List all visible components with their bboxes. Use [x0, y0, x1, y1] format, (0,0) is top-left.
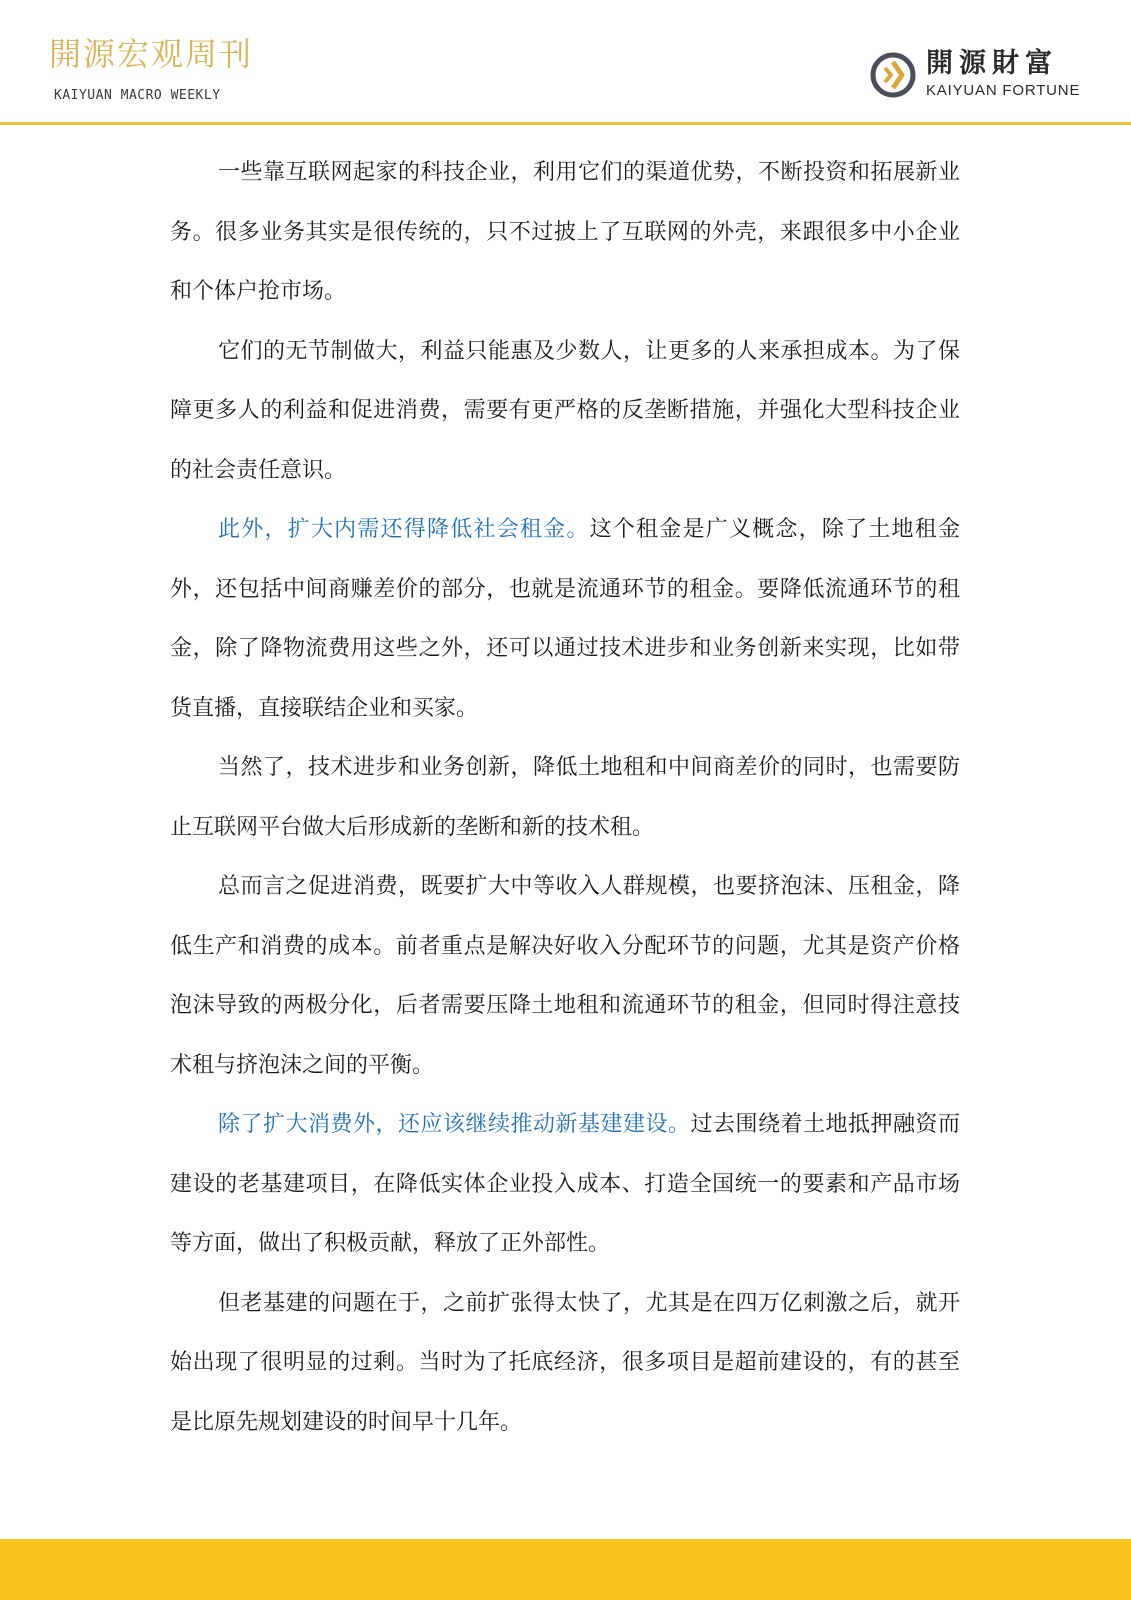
- footer-bar: [0, 1539, 1131, 1600]
- article-body: [170, 143, 960, 1452]
- highlight-sentence: 除了扩大消费外，还应该继续推动新基建建设。: [218, 1112, 691, 1137]
- publication-subtitle: KAIYUAN MACRO WEEKLY: [54, 88, 221, 103]
- paragraph: [170, 500, 960, 738]
- paragraph-text: 它们的无节制做大，利益只能惠及少数人，让更多的人来承担成本。为了保障更多人的利益和促进消费，需要有更严格的反垄断措施，并强化大型科技企业的社会责任意识。: [170, 338, 960, 483]
- paragraph-text: 总而言之促进消费，既要扩大中等收入人群规模，也要挤泡沫、压租金，降低生产和消费的成本。前者重点是解决好收入分配环节的问题，尤其是资产价格泡沫导致的两极分化，后者需要压降土地租和流通环节的租金，但同时得注意技术租与挤泡沫之间的平衡。: [170, 874, 960, 1078]
- company-logo: [868, 46, 1098, 106]
- highlight-sentence: 此外，扩大内需还得降低社会租金。: [218, 517, 590, 542]
- logo-english-name: KAIYUAN FORTUNE: [926, 82, 1081, 99]
- paragraph-text: 过去围绕着土地抵押融资而建设的老基建项目，在降低实体企业投入成本、打造全国统一的要素和产品市场等方面，做出了积极贡献，释放了正外部性。: [170, 1112, 960, 1256]
- paragraph-text: 这个租金是广义概念，除了土地租金外，还包括中间商赚差价的部分，也就是流通环节的租金。要降低流通环节的租金，除了降物流费用这些之外，还可以通过技术进步和业务创新来实现，比如带货直播，直接联结企业和买家。: [170, 517, 960, 721]
- page-header: [0, 0, 1131, 126]
- paragraph: [170, 1274, 960, 1453]
- paragraph: [170, 322, 960, 501]
- paragraph: [170, 738, 960, 857]
- paragraph-text: 但老基建的问题在于，之前扩张得太快了，尤其是在四万亿刺激之后，就开始出现了很明显的过剩。当时为了托底经济，很多项目是超前建设的，有的甚至是比原先规划建设的时间早十几年。: [170, 1290, 960, 1435]
- paragraph: [170, 1095, 960, 1274]
- kaiyuan-logo-mark-icon: [868, 50, 918, 100]
- paragraph: [170, 857, 960, 1095]
- header-divider: [0, 122, 1131, 125]
- logo-chinese-name: 開源財富: [926, 48, 1058, 79]
- paragraph-text: 当然了，技术进步和业务创新，降低土地租和中间商差价的同时，也需要防止互联网平台做大后形成新的垄断和新的技术租。: [170, 755, 960, 840]
- paragraph: [170, 143, 960, 322]
- publication-title: 開源宏观周刊: [49, 35, 254, 73]
- paragraph-text: 一些靠互联网起家的科技企业，利用它们的渠道优势，不断投资和拓展新业务。很多业务其实是很传统的，只不过披上了互联网的外壳，来跟很多中小企业和个体户抢市场。: [170, 160, 960, 304]
